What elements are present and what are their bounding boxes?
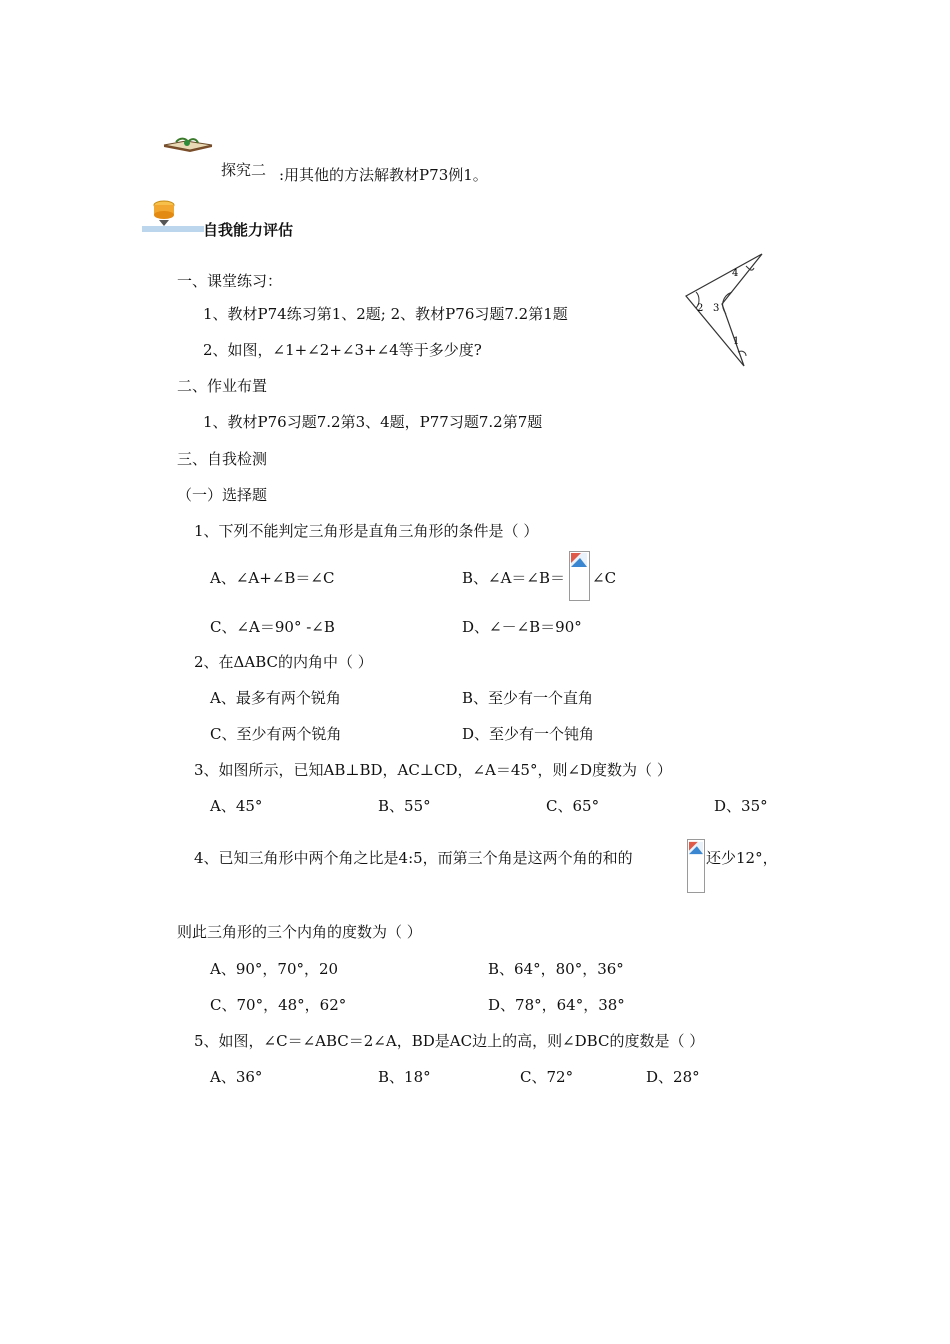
q4-stem-2: 则此三角形的三个内角的度数为（ ） <box>177 923 422 941</box>
q3-stem: 3、如图所示，已知AB⊥BD，AC⊥CD，∠A＝45°，则∠D度数为（ ） <box>194 761 672 779</box>
q5-option-d: D、28° <box>646 1068 700 1086</box>
figure-label-1: 1 <box>733 336 740 347</box>
part1-line1: 1、教材P74练习第1、2题; 2、教材P76习题7.2第1题 <box>203 305 568 323</box>
image-placeholder-icon <box>687 839 705 893</box>
q4-option-d: D、78°，64°，38° <box>488 996 625 1014</box>
q1-option-b-post: ∠C <box>592 569 617 587</box>
part1-heading: 一、课堂练习： <box>177 272 283 290</box>
q5-option-a: A、36° <box>210 1068 263 1086</box>
book-icon <box>162 133 214 155</box>
angle-figure <box>680 248 770 370</box>
section-banner-icon <box>142 198 204 238</box>
q2-option-d: D、至少有一个钝角 <box>462 725 595 743</box>
figure-label-2: 2 <box>697 303 704 314</box>
q5-option-b: B、18° <box>378 1068 431 1086</box>
q3-option-b: B、55° <box>378 797 431 815</box>
q3-option-d: D、35° <box>714 797 768 815</box>
tanjiu-label: 探究二 <box>221 161 267 179</box>
q1-stem: 1、下列不能判定三角形是直角三角形的条件是（ ） <box>194 522 539 540</box>
q3-option-a: A、45° <box>210 797 263 815</box>
q4-stem-pre: 4、已知三角形中两个角之比是4:5，而第三个角是这两个角的和的 <box>194 849 633 867</box>
q5-option-c: C、72° <box>520 1068 574 1086</box>
tanjiu-text: :用其他的方法解教材P73例1。 <box>279 166 488 184</box>
figure-label-4: 4 <box>732 268 739 279</box>
q2-option-b: B、至少有一个直角 <box>462 689 594 707</box>
q4-stem-post: 还少12°， <box>706 849 778 867</box>
part3-heading: 三、自我检测 <box>177 450 268 468</box>
part2-heading: 二、作业布置 <box>177 377 268 395</box>
q2-option-a: A、最多有两个锐角 <box>210 689 341 707</box>
q2-option-c: C、至少有两个锐角 <box>210 725 342 743</box>
q4-option-c: C、70°，48°，62° <box>210 996 347 1014</box>
q5-stem: 5、如图，∠C＝∠ABC＝2∠A，BD是AC边上的高，则∠DBC的度数是（ ） <box>194 1032 705 1050</box>
q1-option-b-pre: B、∠A＝∠B＝ <box>462 569 566 587</box>
q4-option-a: A、90°，70°，20 <box>210 960 339 978</box>
q4-option-b: B、64°，80°，36° <box>488 960 624 978</box>
q2-stem: 2、在ΔABC的内角中（ ） <box>194 653 373 671</box>
part3-sub: （一）选择题 <box>177 486 268 504</box>
image-placeholder-icon <box>569 551 590 601</box>
q1-option-d: D、∠－∠B＝90° <box>462 618 582 636</box>
part2-line1: 1、教材P76习题7.2第3、4题，P77习题7.2第7题 <box>203 413 543 431</box>
q1-option-c: C、∠A＝90° -∠B <box>210 618 335 636</box>
q3-option-c: C、65° <box>546 797 600 815</box>
part1-line2: 2、如图，∠1+∠2+∠3+∠4等于多少度? <box>203 341 482 359</box>
figure-label-3: 3 <box>713 303 720 314</box>
q1-option-a: A、∠A+∠B＝∠C <box>210 569 335 587</box>
section-title: 自我能力评估 <box>203 221 294 239</box>
